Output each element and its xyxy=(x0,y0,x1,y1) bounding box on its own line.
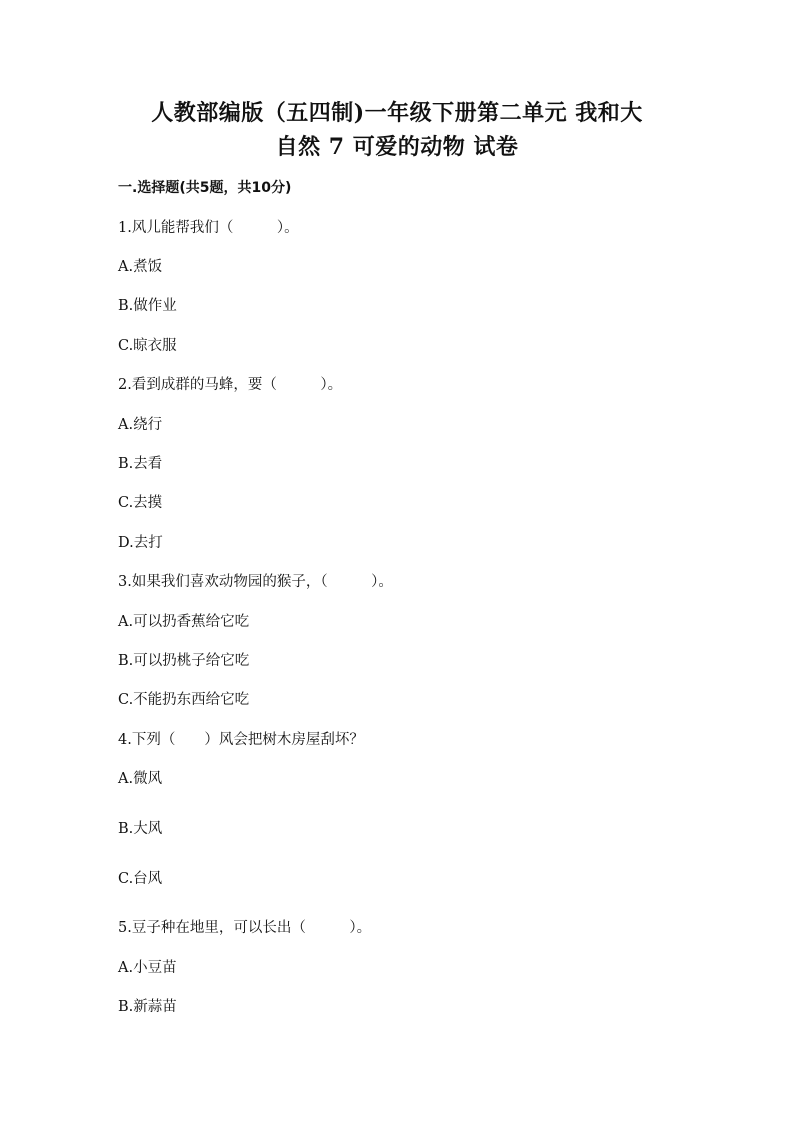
question-5-stem: 5.豆子种在地里，可以长出（ ）。 xyxy=(118,920,372,936)
question-1-option-c: C.晾衣服 xyxy=(118,338,177,354)
question-1-option-b: B.做作业 xyxy=(118,298,177,314)
question-2-option-b: B.去看 xyxy=(118,456,163,472)
question-1-stem: 1.风儿能帮我们（ ）。 xyxy=(118,220,299,236)
question-3-stem: 3.如果我们喜欢动物园的猴子，（ ）。 xyxy=(118,574,393,590)
question-4-option-b: B.大风 xyxy=(118,821,163,837)
question-4-option-c: C.台风 xyxy=(118,871,163,887)
question-5-option-a: A.小豆苗 xyxy=(118,960,177,976)
question-4-stem: 4.下列（ ）风会把树木房屋刮坏？ xyxy=(118,732,364,748)
exam-title-line-2: 自然 7 可爱的动物 试卷 xyxy=(275,134,519,160)
question-5-option-b: B.新蒜苗 xyxy=(118,999,177,1015)
question-2-option-d: D.去打 xyxy=(118,535,163,551)
question-4-option-a: A.微风 xyxy=(118,771,163,787)
question-3-option-b: B.可以扔桃子给它吃 xyxy=(118,653,250,669)
question-2-stem: 2.看到成群的马蜂，要（ ）。 xyxy=(118,377,343,393)
question-2-option-c: C.去摸 xyxy=(118,495,163,511)
exam-title-line-1: 人教部编版（五四制)一年级下册第二单元 我和大 xyxy=(151,100,643,126)
question-2-option-a: A.绕行 xyxy=(118,417,163,433)
question-3-option-c: C.不能扔东西给它吃 xyxy=(118,692,250,708)
section-heading: 一.选择题(共5题，共10分) xyxy=(118,180,292,196)
question-1-option-a: A.煮饭 xyxy=(118,259,163,275)
question-3-option-a: A.可以扔香蕉给它吃 xyxy=(118,614,250,630)
